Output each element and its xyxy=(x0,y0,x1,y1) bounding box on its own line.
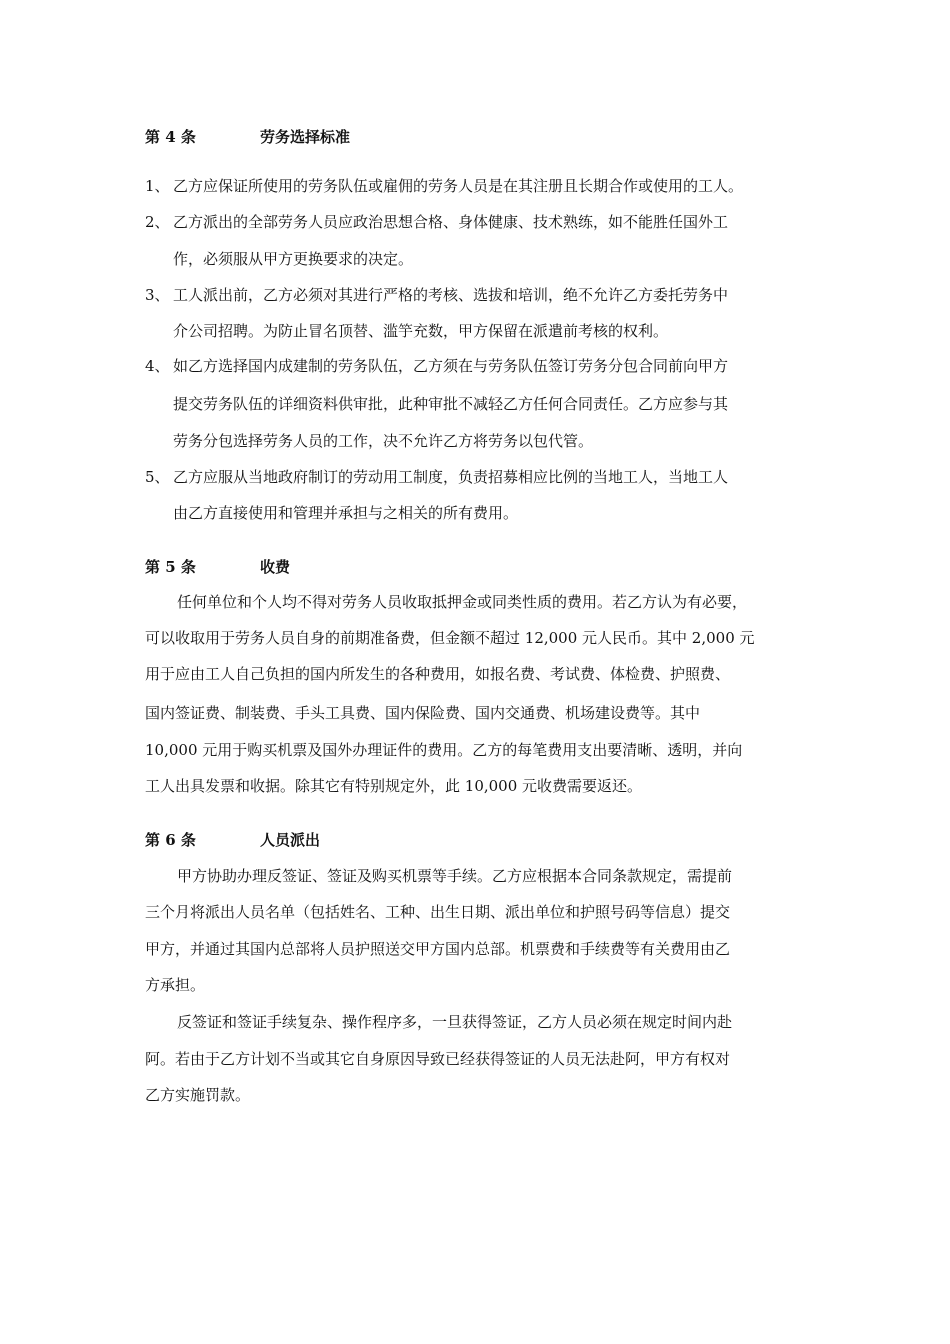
paragraph-line: 三个月将派出人员名单（包括姓名、工种、出生日期、派出单位和护照号码等信息）提交 xyxy=(145,903,731,921)
paragraph-line: 乙方实施罚款。 xyxy=(145,1086,251,1104)
paragraph-line: 甲方，并通过其国内总部将人员护照送交甲方国内总部。机票费和手续费等有关费用由乙 xyxy=(145,940,731,958)
paragraph-line: 方承担。 xyxy=(145,976,206,994)
list-item-line: 劳务分包选择劳务人员的工作，决不允许乙方将劳务以包代管。 xyxy=(173,432,594,450)
list-item-line: 工人派出前，乙方必须对其进行严格的考核、选拔和培训，绝不允许乙方委托劳务中 xyxy=(173,286,729,304)
paragraph-line: 国内签证费、制装费、手头工具费、国内保险费、国内交通费、机场建设费等。其中 xyxy=(145,704,701,722)
paragraph-line: 工人出具发票和收据。除其它有特别规定外，此 10,000 元收费需要返还。 xyxy=(145,777,643,795)
list-item-line: 作，必须服从甲方更换要求的决定。 xyxy=(173,250,414,268)
list-item-number: 4、 xyxy=(145,357,170,375)
paragraph-line: 甲方协助办理反签证、签证及购买机票等手续。乙方应根据本合同条款规定，需提前 xyxy=(177,867,733,885)
list-item-number: 2、 xyxy=(145,213,170,231)
list-item-line: 乙方派出的全部劳务人员应政治思想合格、身体健康、技术熟练，如不能胜任国外工 xyxy=(173,213,729,231)
paragraph-line: 任何单位和个人均不得对劳务人员收取抵押金或同类性质的费用。若乙方认为有必要， xyxy=(177,593,748,611)
list-item-line: 如乙方选择国内成建制的劳务队伍，乙方须在与劳务队伍签订劳务分包合同前向甲方 xyxy=(173,357,729,375)
paragraph-line: 用于应由工人自己负担的国内所发生的各种费用，如报名费、考试费、体检费、护照费、 xyxy=(145,665,731,683)
article-title: 收费 xyxy=(260,558,291,576)
list-item-line: 由乙方直接使用和管理并承担与之相关的所有费用。 xyxy=(173,504,519,522)
article-title: 人员派出 xyxy=(260,831,321,849)
article-number: 第 6 条 xyxy=(145,831,196,849)
paragraph-line: 反签证和签证手续复杂、操作程序多，一旦获得签证，乙方人员必须在规定时间内赴 xyxy=(177,1013,733,1031)
article-number: 第 5 条 xyxy=(145,558,196,576)
list-item-number: 1、 xyxy=(145,177,170,195)
list-item-number: 3、 xyxy=(145,286,170,304)
list-item-line: 提交劳务队伍的详细资料供审批，此种审批不减轻乙方任何合同责任。乙方应参与其 xyxy=(173,395,729,413)
list-item-line: 介公司招聘。为防止冒名顶替、滥竽充数，甲方保留在派遣前考核的权利。 xyxy=(173,322,669,340)
article-title: 劳务选择标准 xyxy=(260,128,351,146)
article-4-heading xyxy=(145,126,350,147)
list-item-number: 5、 xyxy=(145,468,170,486)
paragraph-line: 可以收取用于劳务人员自身的前期准备费，但金额不超过 12,000 元人民币。其中 2,000 元 xyxy=(145,629,755,647)
article-5-heading xyxy=(145,556,290,577)
paragraph-line: 10,000 元用于购买机票及国外办理证件的费用。乙方的每笔费用支出要清晰、透明，并向 xyxy=(145,741,743,759)
article-number: 第 4 条 xyxy=(145,128,196,146)
paragraph-line: 阿。若由于乙方计划不当或其它自身原因导致已经获得签证的人员无法赴阿，甲方有权对 xyxy=(145,1050,731,1068)
article-6-heading xyxy=(145,829,320,850)
list-item-line: 乙方应服从当地政府制订的劳动用工制度，负责招募相应比例的当地工人，当地工人 xyxy=(173,468,729,486)
list-item-line: 乙方应保证所使用的劳务队伍或雇佣的劳务人员是在其注册且长期合作或使用的工人。 xyxy=(173,177,744,195)
